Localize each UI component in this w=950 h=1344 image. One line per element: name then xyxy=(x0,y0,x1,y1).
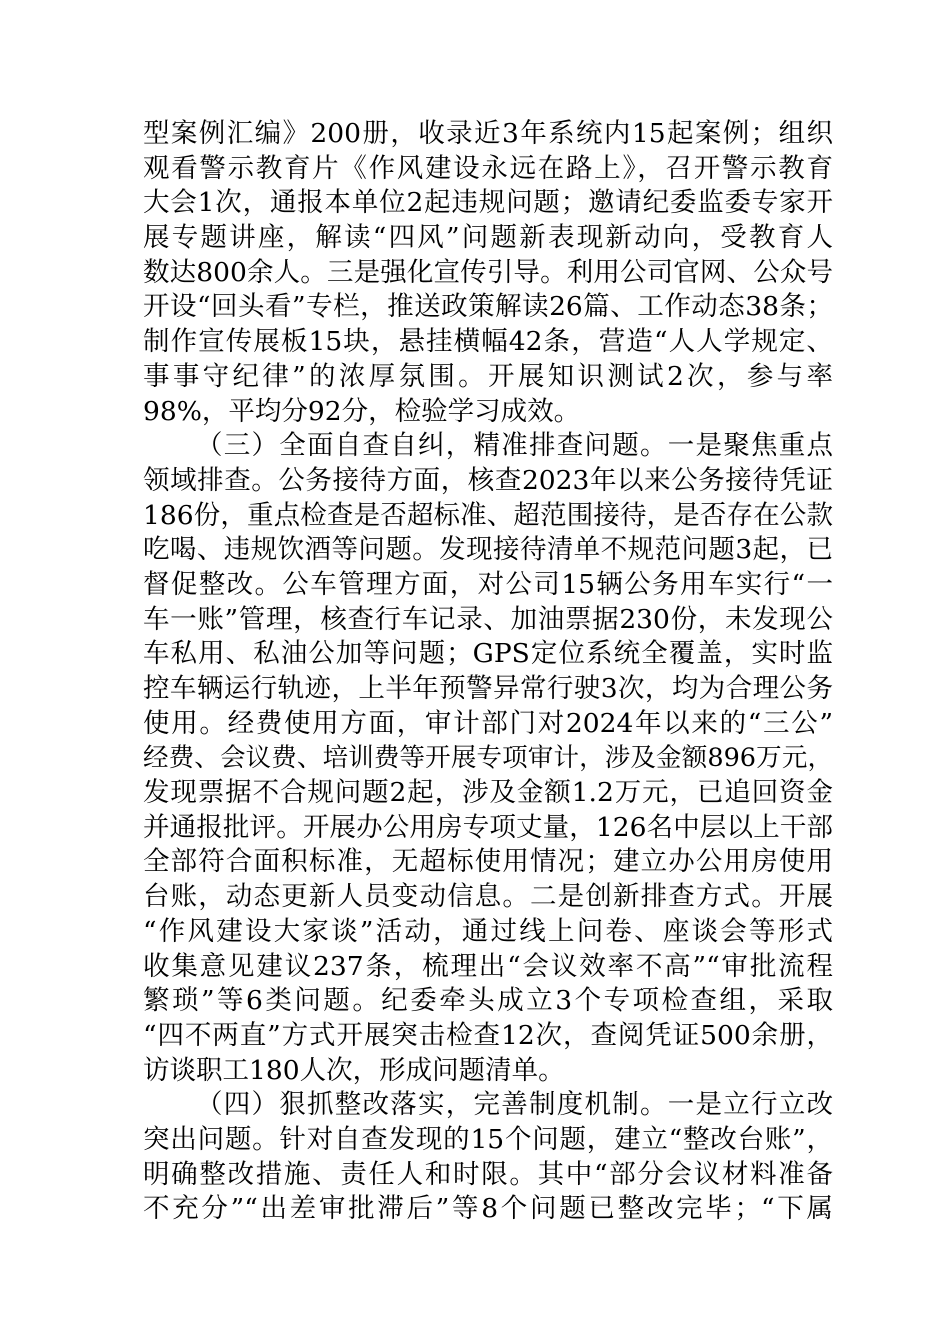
text-line: 台账，动态更新人员变动信息。二是创新排查方式。开展 xyxy=(143,881,833,913)
text-line: 数达800余人。三是强化宣传引导。利用公司官网、公众号 xyxy=(143,256,833,288)
text-line: 98%，平均分92分，检验学习成效。 xyxy=(143,395,581,427)
text-line: “四不两直”方式开展突击检查12次，查阅凭证500余册， xyxy=(143,1019,833,1051)
text-line: 经费、会议费、培训费等开展专项审计，涉及金额896万元， xyxy=(143,743,833,774)
text-line: 吃喝、违规饮酒等问题。发现接待清单不规范问题3起，已 xyxy=(143,534,833,566)
paragraph-first-line: （三）全面自查自纠，精准排查问题。一是聚焦重点 xyxy=(196,430,833,462)
text-line: 控车辆运行轨迹，上半年预警异常行驶3次，均为合理公务 xyxy=(143,673,833,704)
text-line: “作风建设大家谈”活动，通过线上问卷、座谈会等形式 xyxy=(143,915,833,947)
text-line: 访谈职工180人次，形成问题清单。 xyxy=(143,1054,565,1086)
text-line: 繁琐”等6类问题。纪委牵头成立3个专项检查组，采取 xyxy=(143,985,833,1017)
text-line: 大会1次，通报本单位2起违规问题；邀请纪委监委专家开 xyxy=(143,187,833,219)
text-line: 开设“回头看”专栏，推送政策解读26篇、工作动态38条； xyxy=(143,291,833,323)
text-line: 全部符合面积标准，无超标使用情况；建立办公用房使用 xyxy=(143,846,833,878)
text-line: 领域排查。公务接待方面，核查2023年以来公务接待凭证 xyxy=(143,464,833,496)
text-line: 车一账”管理，核查行车记录、加油票据230份，未发现公 xyxy=(143,603,833,635)
text-line: 收集意见建议237条，梳理出“会议效率不高”“审批流程 xyxy=(143,950,833,982)
text-line: 并通报批评。开展办公用房专项丈量，126名中层以上干部 xyxy=(143,811,833,843)
text-line: 督促整改。公车管理方面，对公司15辆公务用车实行“一 xyxy=(143,568,833,600)
text-line: 制作宣传展板15块，悬挂横幅42条，营造“人人学规定、 xyxy=(143,326,833,358)
text-line: 发现票据不合规问题2起，涉及金额1.2万元，已追回资金 xyxy=(143,777,833,809)
text-line: 明确整改措施、责任人和时限。其中“部分会议材料准备 xyxy=(143,1158,833,1190)
text-line: 使用。经费使用方面，审计部门对2024年以来的“三公” xyxy=(143,707,833,739)
document-body xyxy=(143,117,833,1227)
text-line: 型案例汇编》200册，收录近3年系统内15起案例；组织 xyxy=(143,118,833,149)
text-line: 观看警示教育片《作风建设永远在路上》，召开警示教育 xyxy=(143,152,833,184)
text-line: 展专题讲座，解读“四风”问题新表现新动向，受教育人 xyxy=(143,222,833,254)
text-line: 186份，重点检查是否超标准、超范围接待，是否存在公款 xyxy=(143,499,833,531)
text-line: 突出问题。针对自查发现的15个问题，建立“整改台账”， xyxy=(143,1123,833,1155)
paragraph-first-line: （四）狠抓整改落实，完善制度机制。一是立行立改 xyxy=(196,1089,833,1121)
text-line: 不充分”“出差审批滞后”等8个问题已整改完毕；“下属 xyxy=(143,1193,833,1225)
text-line: 车私用、私油公加等问题；GPS定位系统全覆盖，实时监 xyxy=(143,638,833,670)
text-line: 事事守纪律”的浓厚氛围。开展知识测试2次，参与率 xyxy=(143,360,833,392)
